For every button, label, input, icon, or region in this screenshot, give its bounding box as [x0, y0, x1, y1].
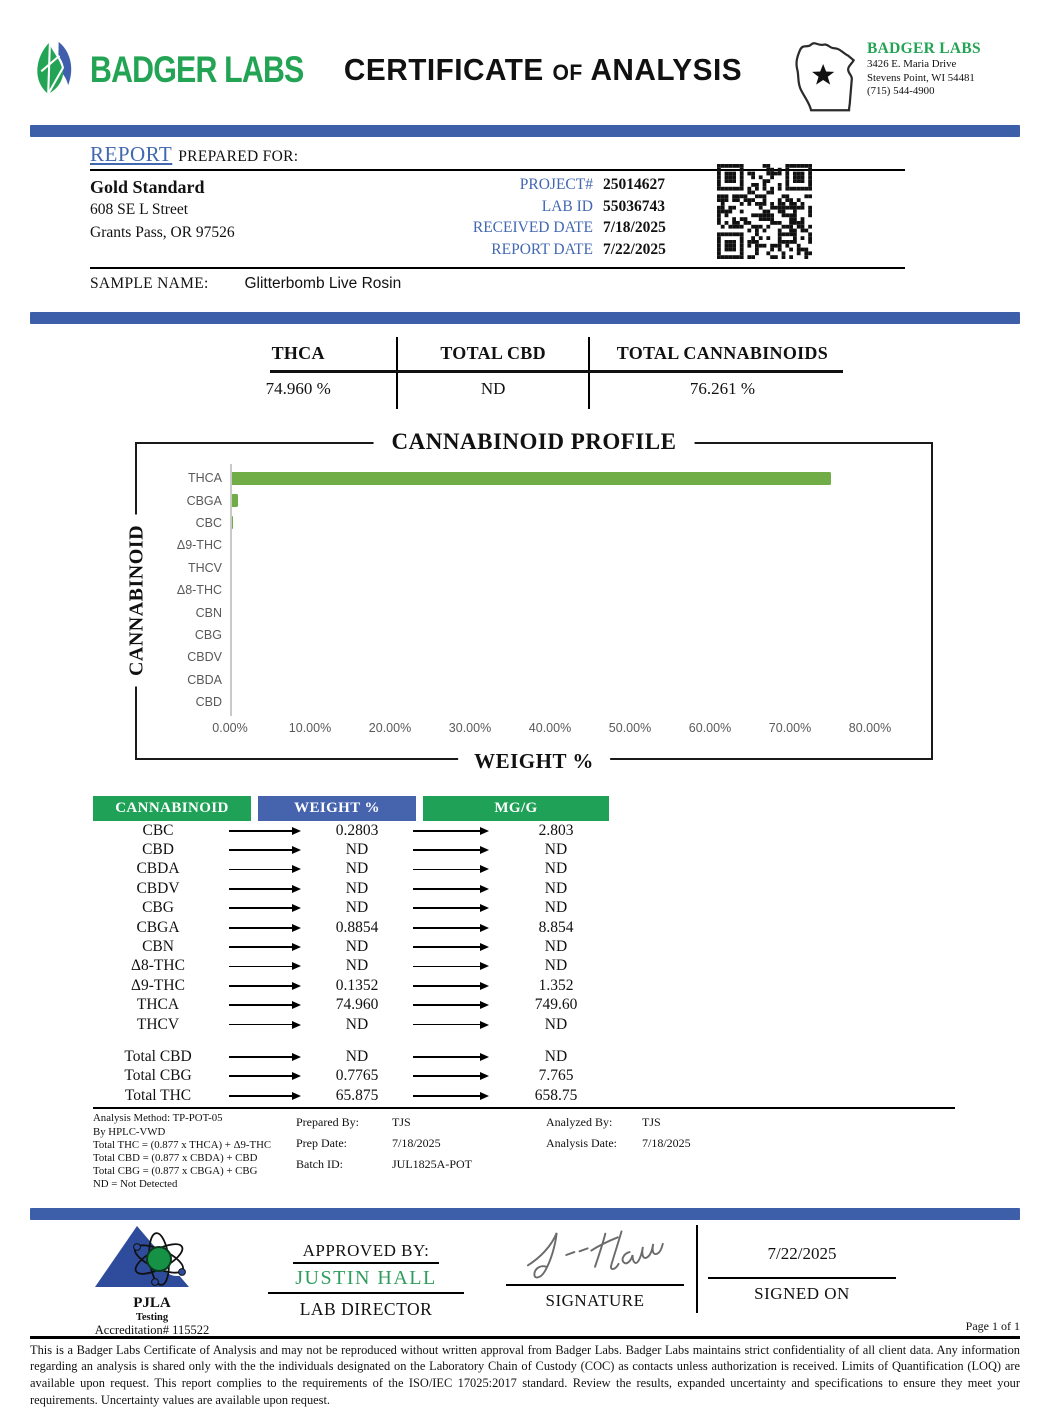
approval-section [30, 1225, 1020, 1337]
report-field-value: 25014627 [603, 176, 665, 193]
mgg-value: 749.60 [534, 996, 578, 1014]
prepared-for-label: PREPARED FOR: [178, 148, 299, 165]
chart-category-label: CBC [195, 515, 222, 530]
chart-bar-track [231, 696, 931, 709]
arrow-icon [223, 924, 307, 932]
accreditation-number: Accreditation# 115522 [94, 1322, 210, 1337]
arrow-icon [407, 924, 495, 932]
chart-bar-row [137, 579, 931, 601]
brand-logo [30, 36, 304, 103]
chart-category-label: CBGA [186, 493, 222, 508]
summary-column-header: THCA [271, 343, 325, 363]
cannabinoid-name: CBN [142, 938, 174, 956]
weight-value: ND [345, 1015, 369, 1033]
weight-value: ND [345, 860, 369, 878]
leaf-logo-icon [30, 36, 82, 103]
mgg-value: ND [544, 957, 568, 975]
chart-axis-tick: 70.00% [768, 721, 812, 735]
arrow-icon [223, 982, 307, 990]
chart-axis-tick: 40.00% [528, 721, 572, 735]
arrow-icon [223, 962, 307, 970]
client-address-1: 608 SE L Street [90, 201, 189, 218]
table-row [93, 1086, 617, 1105]
sample-name-label: SAMPLE NAME: [90, 275, 209, 292]
signed-on-block [698, 1225, 896, 1333]
cannabinoid-profile-chart [125, 429, 933, 773]
chart-bar-row [137, 646, 931, 668]
arrow-icon [407, 846, 495, 854]
arrow-icon [223, 1053, 307, 1061]
approver-name: JUSTIN HALL [268, 1264, 464, 1294]
arrow-icon [223, 1092, 307, 1100]
chart-bar-track [231, 539, 931, 552]
arrow-icon [407, 827, 495, 835]
mgg-value: 1.352 [538, 976, 574, 994]
mgg-value: ND [544, 1047, 568, 1065]
cannabinoid-name: CBGA [136, 918, 180, 936]
page-number: Page 1 of 1 [965, 1318, 1020, 1333]
note-field-value: TJS [392, 1115, 411, 1130]
note-field [546, 1112, 786, 1133]
cannabinoid-name: CBC [142, 821, 174, 839]
chart-axis-tick: 50.00% [608, 721, 652, 735]
report-label: REPORT [90, 142, 173, 166]
weight-value: 74.960 [335, 996, 379, 1014]
mgg-value: 658.75 [534, 1086, 578, 1104]
mgg-value: ND [544, 841, 568, 859]
chart-axis-tick: 80.00% [848, 721, 892, 735]
mgg-value: ND [544, 899, 568, 917]
client-address-2: Grants Pass, OR 97526 [90, 224, 235, 241]
pjla-logo-icon [93, 1276, 211, 1293]
lab-address-2: Stevens Point, WI 54481 [867, 71, 975, 84]
divider-bar-mid [30, 312, 1020, 324]
arrow-icon [407, 865, 495, 873]
note-field-value: TJS [642, 1115, 661, 1130]
chart-bar-row [137, 691, 931, 713]
report-field-label: RECEIVED DATE [472, 219, 593, 236]
total-name: Total THC [124, 1086, 192, 1104]
summary-column [590, 337, 855, 409]
method-note-line: Analysis Method: TP-POT-05 [93, 1112, 223, 1125]
mgg-value: ND [544, 860, 568, 878]
signature-label: SIGNATURE [545, 1290, 645, 1310]
qr-code [717, 164, 812, 259]
note-field-value: JUL1825A-POT [392, 1157, 472, 1172]
arrow-icon [223, 846, 307, 854]
report-field-label: LAB ID [541, 197, 593, 215]
chart-axis-line [230, 464, 232, 716]
report-field [473, 239, 685, 261]
approved-by-label: APPROVED BY: [293, 1241, 440, 1264]
arrow-icon [223, 865, 307, 873]
arrow-icon [407, 943, 495, 951]
chart-bar-row [137, 467, 931, 489]
chart-bar-row [137, 534, 931, 556]
weight-value: ND [345, 938, 369, 956]
client-name: Gold Standard [90, 177, 205, 197]
analysis-info [546, 1112, 786, 1191]
chart-axis-tick: 30.00% [448, 721, 492, 735]
table-row [93, 899, 617, 918]
brand-name: BADGER LABS [90, 48, 304, 90]
weight-value: 0.8854 [335, 918, 379, 936]
table-row [93, 1015, 617, 1034]
sample-name-value: Glitterbomb Live Rosin [244, 275, 402, 292]
table-totals [93, 1047, 617, 1105]
arrow-icon [223, 827, 307, 835]
summary-column-value: ND [480, 379, 506, 398]
table-row [93, 996, 617, 1015]
cannabinoid-name: CBDV [136, 879, 180, 897]
table-header-weight: WEIGHT % [258, 796, 416, 821]
chart-axis-tick: 0.00% [212, 721, 248, 735]
accreditation-block [86, 1225, 218, 1337]
summary-table [200, 337, 855, 409]
report-field-label: PROJECT# [519, 176, 593, 193]
sample-name-row [90, 269, 905, 303]
arrow-icon [407, 1021, 495, 1029]
method-note-line: ND = Not Detected [93, 1178, 178, 1191]
note-field-label: Analysis Date: [546, 1136, 617, 1151]
chart-bar-track [231, 494, 931, 507]
table-row [93, 937, 617, 956]
method-note-line: Total THC = (0.877 x THCA) + Δ9-THC [93, 1138, 272, 1151]
client-and-ids [90, 171, 905, 269]
cannabinoid-name: Δ8-THC [131, 957, 185, 975]
arrow-icon [407, 904, 495, 912]
cannabinoid-name: THCV [136, 1015, 180, 1033]
chart-title: CANNABINOID PROFILE [374, 429, 695, 455]
report-info-section [90, 142, 905, 303]
chart-bar-row [137, 601, 931, 623]
chart-y-axis-label: CANNABINOID [126, 515, 149, 687]
report-field-value: 7/18/2025 [603, 219, 666, 236]
lab-name: BADGER LABS [867, 40, 981, 57]
method-notes [93, 1112, 278, 1191]
cannabinoid-name: CBD [142, 841, 174, 859]
report-fields [473, 174, 685, 260]
arrow-icon [223, 943, 307, 951]
chart-bar-row [137, 512, 931, 534]
method-note-line: Total CBD = (0.877 x CBDA) + CBD [93, 1152, 258, 1165]
arrow-icon [407, 1053, 495, 1061]
footer-disclaimer: This is a Badger Labs Certificate of Analysis and may not be reproduced without written approval from Badger Labs. Badger Labs maintains strict confidentiality of all client data. Any information regarding an analysis is shared only with the the individuals designated on the Laboratory Chain of Custody (COC) as contacts unless authorization is received. Limits of Quantification (LOQ) are available upon request. This report complies to the requirements of the ISO/IEC 17025:2017 standard. Review the results, expanded uncertainty and specifications to ensure they meet your requirements. Uncertainty values are available upon request. [30, 1342, 1020, 1408]
chart-category-label: CBDA [187, 672, 222, 687]
chart-bar-row [137, 669, 931, 691]
note-field-label: Prep Date: [296, 1136, 347, 1151]
weight-value: 65.875 [335, 1086, 379, 1104]
mgg-value: 7.765 [538, 1067, 574, 1085]
chart-bar-track [231, 606, 931, 619]
chart-category-label: Δ9-THC [176, 538, 222, 553]
cannabinoid-name: CBDA [136, 860, 180, 878]
chart-bar [231, 494, 238, 507]
summary-column-value: 76.261 % [689, 379, 755, 398]
table-row [93, 957, 617, 976]
table-row [93, 821, 617, 840]
chart-category-label: THCA [187, 471, 222, 486]
summary-header-rule [270, 370, 843, 373]
chart-category-label: CBG [194, 627, 222, 642]
lab-address-block [788, 36, 1020, 121]
arrow-icon [223, 885, 307, 893]
lab-address-1: 3426 E. Maria Drive [867, 58, 957, 70]
table-row [93, 879, 617, 898]
arrow-icon [223, 1021, 307, 1029]
arrow-icon [407, 885, 495, 893]
mgg-value: 8.854 [538, 918, 574, 936]
report-field-label: REPORT DATE [491, 240, 593, 258]
chart-axis-tick: 20.00% [368, 721, 412, 735]
wisconsin-map-icon [788, 36, 862, 121]
prep-notes [296, 1112, 546, 1191]
report-field [473, 217, 685, 239]
chart-bar-track [231, 628, 931, 641]
chart-category-label: CBD [195, 695, 222, 710]
arrow-icon [223, 904, 307, 912]
chart-category-label: CBN [195, 605, 222, 620]
table-row [93, 976, 617, 995]
analysis-notes [93, 1107, 955, 1191]
signed-date: 7/22/2025 [767, 1243, 837, 1263]
approver-title: LAB DIRECTOR [299, 1298, 433, 1319]
note-field-value: 7/18/2025 [642, 1136, 691, 1151]
weight-value: 0.2803 [335, 821, 379, 839]
pjla-testing: Testing [135, 1311, 169, 1323]
summary-column-value: 74.960 % [265, 379, 331, 398]
table-header-row [93, 796, 617, 821]
arrow-icon [407, 962, 495, 970]
chart-axis-tick: 10.00% [288, 721, 332, 735]
lab-phone: (715) 544-4900 [867, 85, 935, 97]
method-note-line: By HPLC-VWD [93, 1125, 166, 1138]
weight-value: 0.7765 [335, 1067, 379, 1085]
weight-value: ND [345, 899, 369, 917]
document-title: CERTIFICATE OF ANALYSIS [343, 52, 743, 87]
weight-value: ND [345, 1047, 369, 1065]
chart-bar [231, 472, 831, 485]
chart-plot-area [137, 444, 931, 758]
report-field [473, 196, 685, 218]
signed-on-label: SIGNED ON [754, 1283, 850, 1303]
chart-axis-tick: 60.00% [688, 721, 732, 735]
divider-bar-top [30, 125, 1020, 137]
chart-bar-track [231, 651, 931, 664]
arrow-icon [407, 1001, 495, 1009]
note-field [296, 1133, 546, 1154]
table-header-mgg: MG/G [423, 796, 609, 821]
report-field-value: 7/22/2025 [603, 240, 666, 258]
approved-by-block [266, 1225, 466, 1333]
arrow-icon [407, 1092, 495, 1100]
summary-column-header: TOTAL CBD [440, 343, 546, 363]
summary-column-header: TOTAL CANNABINOIDS [616, 343, 829, 363]
note-field [296, 1112, 546, 1133]
note-field [296, 1154, 546, 1175]
arrow-icon [223, 1072, 307, 1080]
weight-value: ND [345, 841, 369, 859]
table-header-cannabinoid: CANNABINOID [93, 796, 251, 821]
weight-value: ND [345, 879, 369, 897]
chart-bar-track [231, 472, 931, 485]
table-row [93, 860, 617, 879]
chart-bar-track [231, 516, 931, 529]
chart-bar-row [137, 557, 931, 579]
cannabinoid-name: THCA [136, 996, 180, 1014]
chart-category-label: THCV [187, 560, 222, 575]
note-field [546, 1133, 786, 1154]
total-name: Total CBD [124, 1047, 192, 1065]
header [30, 0, 1020, 116]
note-field-label: Prepared By: [296, 1115, 359, 1130]
chart-category-label: CBDV [187, 650, 222, 665]
note-field-label: Batch ID: [296, 1157, 343, 1172]
arrow-icon [407, 982, 495, 990]
cannabinoid-results-table [93, 796, 617, 1105]
summary-column [396, 337, 589, 409]
method-note-line: Total CBG = (0.877 x CBGA) + CBG [93, 1165, 258, 1178]
table-body [93, 821, 617, 1034]
chart-category-label: Δ8-THC [176, 583, 222, 598]
note-field-label: Analyzed By: [546, 1115, 613, 1130]
mgg-value: ND [544, 879, 568, 897]
arrow-icon [223, 1001, 307, 1009]
note-field-value: 7/18/2025 [392, 1136, 441, 1151]
table-row [93, 1067, 617, 1086]
chart-bar-track [231, 673, 931, 686]
total-name: Total CBG [124, 1067, 192, 1085]
summary-column [200, 337, 396, 409]
signature-block [506, 1225, 698, 1313]
chart-x-axis [137, 721, 931, 741]
chart-bar-track [231, 561, 931, 574]
arrow-icon [407, 1072, 495, 1080]
weight-value: ND [345, 957, 369, 975]
mgg-value: 2.803 [538, 821, 574, 839]
table-row [93, 840, 617, 859]
pjla-org: PJLA [133, 1294, 171, 1311]
signature-image [510, 1270, 680, 1287]
divider-bar-bottom [30, 1208, 1020, 1220]
report-field [473, 174, 685, 196]
report-field-value: 55036743 [603, 197, 665, 215]
table-row [93, 918, 617, 937]
chart-bar-row [137, 489, 931, 511]
cannabinoid-name: CBG [142, 899, 174, 917]
mgg-value: ND [544, 938, 568, 956]
weight-value: 0.1352 [335, 976, 379, 994]
table-row [93, 1047, 617, 1066]
chart-bar-track [231, 584, 931, 597]
cannabinoid-name: Δ9-THC [131, 976, 185, 994]
chart-x-axis-label: WEIGHT % [458, 749, 610, 774]
mgg-value: ND [544, 1015, 568, 1033]
chart-bar-row [137, 624, 931, 646]
